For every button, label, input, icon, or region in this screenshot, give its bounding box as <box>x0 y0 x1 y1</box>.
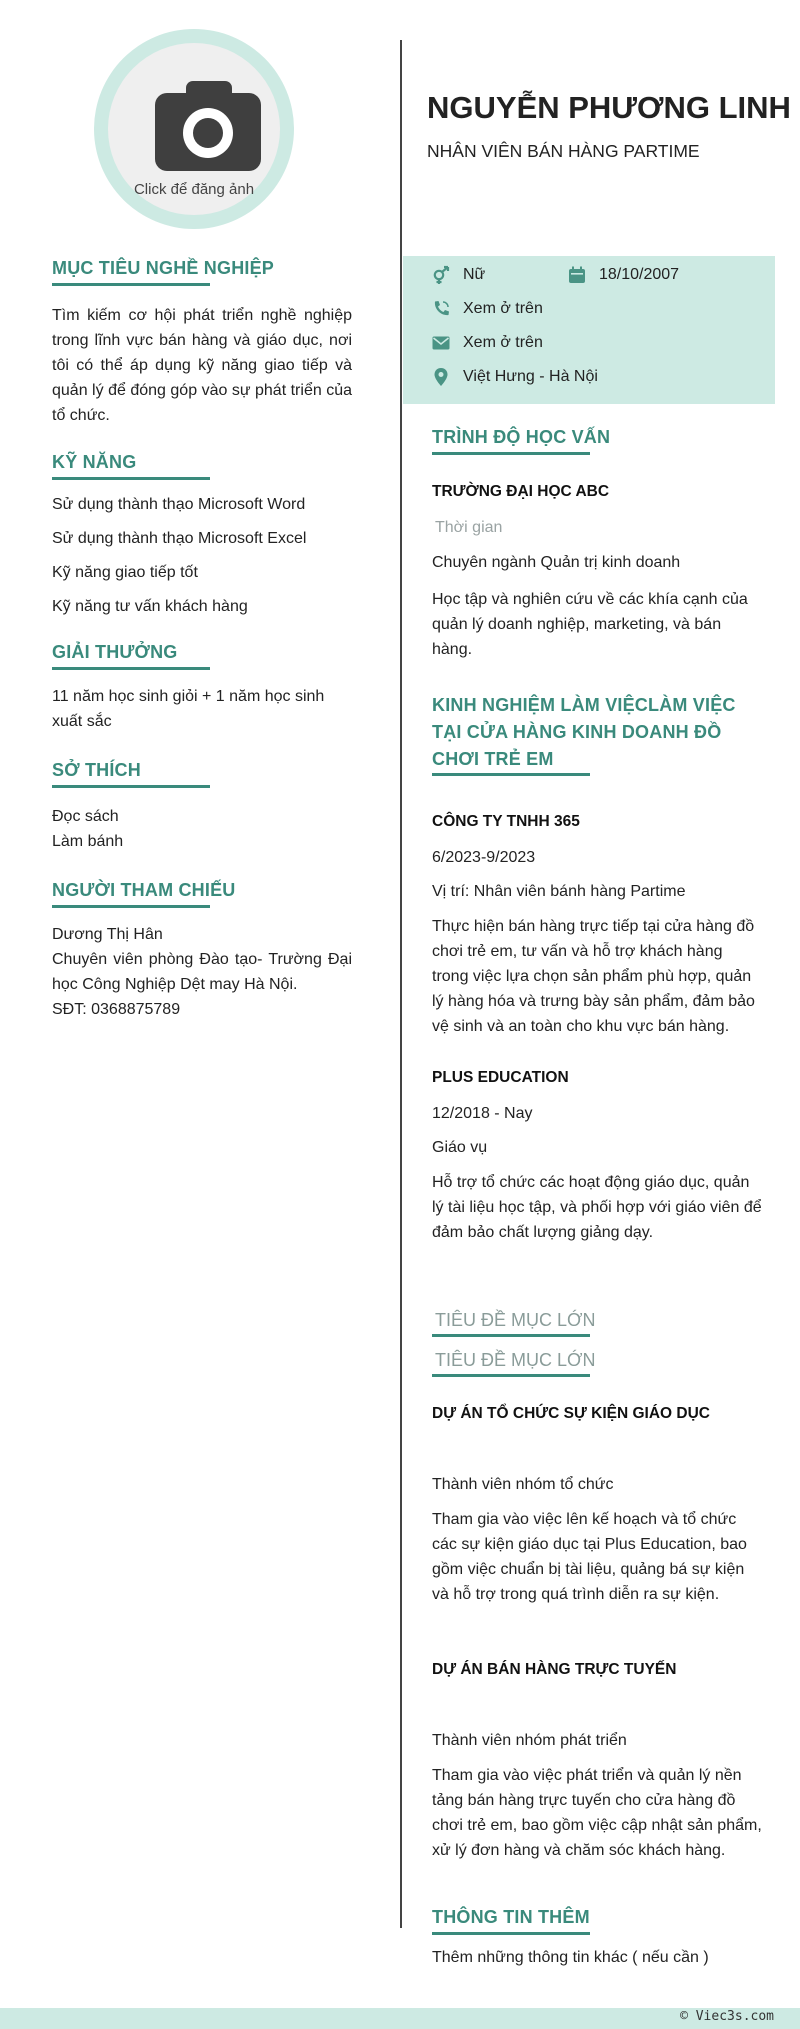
job-position: Giáo vụ <box>432 1139 488 1156</box>
awards-text: 11 năm học sinh giỏi + 1 năm học sinh xuất sắc <box>52 688 325 730</box>
section-title-additional: THÔNG TIN THÊM <box>432 1907 590 1927</box>
contact-address <box>431 367 598 387</box>
phone-value: Xem ở trên <box>463 300 543 317</box>
job-entry <box>432 813 762 1039</box>
job-company: CÔNG TY TNHH 365 <box>432 813 580 830</box>
location-pin-icon <box>431 367 451 387</box>
project-name: DỰ ÁN TỔ CHỨC SỰ KIỆN GIÁO DỤC <box>432 1405 710 1422</box>
calendar-icon <box>567 265 587 285</box>
section-title-hobbies: SỞ THÍCH <box>52 760 141 780</box>
contact-email <box>431 333 543 353</box>
placeholder-heading-1[interactable]: TIÊU ĐỀ MỤC LỚN <box>432 1310 762 1337</box>
candidate-name: NGUYỄN PHƯƠNG LINH <box>427 90 791 125</box>
placeholder-heading-2[interactable]: TIÊU ĐỀ MỤC LỚN <box>432 1350 762 1377</box>
project-entry <box>432 1405 762 1607</box>
gender-value: Nữ <box>463 266 486 283</box>
avatar[interactable] <box>108 43 280 215</box>
job-desc: Thực hiện bán hàng trực tiếp tại cửa hàng đồ chơi trẻ em, tư vấn và hỗ trợ khách hàng trong việc lựa chọn sản phẩm phù hợp, quản lý hàng hóa và trưng bày sản phẩm, đảm bảo vệ sinh và an toàn cho khu vực bán hàng. <box>432 918 755 1035</box>
project-entry <box>432 1661 762 1863</box>
project-desc: Tham gia vào việc lên kế hoạch và tổ chức các sự kiện giáo dục tại Plus Education, bao gồm việc chuẩn bị tài liệu, quảng bá sự kiện và hỗ trợ trong quá trình diễn ra sự kiện. <box>432 1511 747 1603</box>
hobbies-section <box>52 760 352 854</box>
project-desc: Tham gia vào việc phát triển và quản lý nền tảng bán hàng trực tuyến cho cửa hàng đồ chơi trẻ em, bao gồm việc cập nhật sản phẩm, xử lý đơn hàng và chăm sóc khách hàng. <box>432 1767 762 1859</box>
section-underline <box>52 667 210 670</box>
section-title-reference: NGƯỜI THAM CHIẾU <box>52 880 236 900</box>
skill-item: Kỹ năng tư vấn khách hàng <box>52 598 248 615</box>
school-name: TRƯỜNG ĐẠI HỌC ABC <box>432 483 610 500</box>
contact-gender <box>431 265 485 285</box>
avatar-caption: Click để đăng ảnh <box>133 181 255 198</box>
section-underline <box>52 477 210 480</box>
objective-text: Tìm kiếm cơ hội phát triển nghề nghiệp trong lĩnh vực bán hàng và giáo dục, nơi tôi có thể áp dụng kỹ năng giao tiếp và quản lý để đóng góp vào sự phát triển của tổ chức. <box>52 307 352 424</box>
camera-lens <box>183 108 233 158</box>
reference-section <box>52 880 352 1022</box>
job-desc: Hỗ trợ tổ chức các hoạt động giáo dục, quản lý tài liệu học tập, và phối hợp với giáo viên để đảm bảo chất lượng giảng dạy. <box>432 1174 762 1241</box>
camera-icon <box>155 93 261 171</box>
section-title-skills: KỸ NĂNG <box>52 452 137 472</box>
awards-section <box>52 642 352 734</box>
candidate-role: NHÂN VIÊN BÁN HÀNG PARTIME <box>427 141 700 161</box>
phone-icon <box>431 299 451 319</box>
additional-section <box>432 1907 762 1967</box>
address-value: Việt Hưng - Hà Nội <box>463 368 598 385</box>
section-title-experience: KINH NGHIỆM LÀM VIỆCLÀM VIỆC TẠI CỬA HÀNG KINH DOANH ĐỒ CHƠI TRẺ EM <box>432 695 736 769</box>
job-entry <box>432 1069 762 1245</box>
project-role: Thành viên nhóm tổ chức <box>432 1476 614 1493</box>
section-underline <box>52 785 210 788</box>
skill-item: Sử dụng thành thạo Microsoft Excel <box>52 530 307 547</box>
contact-birthdate <box>567 265 679 285</box>
birthdate-value: 18/10/2007 <box>599 266 680 283</box>
left-column <box>52 258 352 1022</box>
column-divider <box>400 40 402 1928</box>
reference-phone: SĐT: 0368875789 <box>52 1001 181 1018</box>
objective-section <box>52 258 352 428</box>
skill-item: Sử dụng thành thạo Microsoft Word <box>52 496 306 513</box>
section-underline <box>52 283 210 286</box>
hobby-item: Đọc sách <box>52 808 119 825</box>
reference-name: Dương Thị Hân <box>52 926 163 943</box>
education-time: Thời gian <box>435 519 503 536</box>
skill-item: Kỹ năng giao tiếp tốt <box>52 564 198 581</box>
section-underline <box>432 773 590 776</box>
education-section <box>432 427 762 662</box>
contact-phone <box>431 299 543 319</box>
education-desc: Học tập và nghiên cứu về các khía cạnh của quản lý doanh nghiệp, marketing, và bán hàng. <box>432 591 748 658</box>
job-period: 6/2023-9/2023 <box>432 849 536 866</box>
email-icon <box>431 333 451 353</box>
skills-section <box>52 452 352 616</box>
avatar-upload[interactable] <box>94 29 294 229</box>
job-period: 12/2018 - Nay <box>432 1105 533 1122</box>
experience-section <box>432 692 762 1245</box>
job-company: PLUS EDUCATION <box>432 1069 569 1086</box>
section-title-awards: GIẢI THƯỞNG <box>52 642 178 662</box>
footer-credit: © Viec3s.com <box>680 2009 774 2024</box>
hobby-item: Làm bánh <box>52 833 124 850</box>
section-underline <box>432 452 590 455</box>
section-title-education: TRÌNH ĐỘ HỌC VẤN <box>432 427 611 447</box>
education-major: Chuyên ngành Quản trị kinh doanh <box>432 554 681 571</box>
job-position: Vị trí: Nhân viên bánh hàng Partime <box>432 883 686 900</box>
additional-text: Thêm những thông tin khác ( nếu cần ) <box>432 1949 709 1966</box>
reference-position: Chuyên viên phòng Đào tạo- Trường Đại học Công Nghiệp Dệt may Hà Nội. <box>52 951 352 993</box>
contact-info <box>403 256 775 404</box>
section-underline <box>52 905 210 908</box>
email-value: Xem ở trên <box>463 334 543 351</box>
project-name: DỰ ÁN BÁN HÀNG TRỰC TUYẾN <box>432 1661 677 1678</box>
gender-icon <box>431 265 451 285</box>
section-underline <box>432 1932 590 1935</box>
section-title-objective: MỤC TIÊU NGHỀ NGHIỆP <box>52 258 275 278</box>
project-role: Thành viên nhóm phát triển <box>432 1732 627 1749</box>
